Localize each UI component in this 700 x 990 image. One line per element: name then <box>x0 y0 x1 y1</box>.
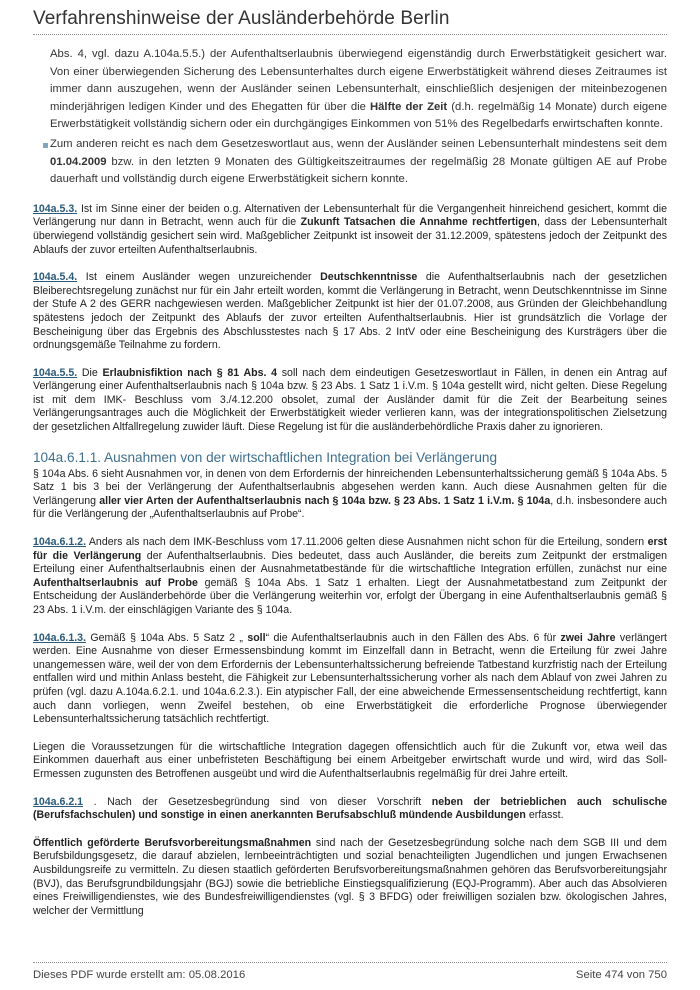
section-ref-link[interactable]: 104a.5.4. <box>33 271 78 284</box>
section-ref-link[interactable]: 104a.5.3. <box>33 202 78 215</box>
paragraph-berufsvorbereitung: Öffentlich geförderte Berufsvorbereitungsmaßnahmen sind nach der Gesetzesbegründung solche nach dem SGB III und dem Berufsbildungsgesetz, die darauf abzielen, lernbeeinträchtigten und sozial benachteiligten Jugendlichen und jungen Erwachsenen Ausbildungsreife zu vermitteln. Zu diesen staatlich geförderten Berufsvorbereitungsmaßnahmen gehören das Berufsvorbereitungsjahr (BVJ), das Berufsgrundbildungsjahr (BGJ) sowie die betriebliche Einstiegsqualifizierung (EQJ-Programm). Aber auch das Absolvieren eines Freiwilligendienstes, wie des Bundesfreiwilligendienstes (vgl. § 3 BFDG) oder freiwilligen sozialen bzw. ökologischen Jahres, welcher der Vermittlung <box>33 836 667 917</box>
bullet-item: Zum anderen reicht es nach dem Gesetzeswortlaut aus, wenn der Ausländer seinen Lebensunterhalt mindestens seit dem 01.04.2009 bzw. in den letzten 9 Monaten des Gültigkeitszeitraumes der regelmäßig 28 Monate gültigen AE auf Probe dauerhaft und vollständig durch eigene Erwerbstätigkeit sichern konnte. <box>50 136 667 189</box>
section-104a-5-3: 104a.5.3. Ist im Sinne einer der beiden o.g. Alternativen der Lebensunterhalt für die Vergangenheit hinreichend gesichert, kommt die Verlängerung nur dann in Betracht, wenn auch für die Zukunft Tatsachen die Annahme rechtfertigen, dass der Lebensunterhalt überwiegend vollständig gesichert sein wird. Maßgeblicher Zeitpunkt ist insoweit der 31.12.2009, spätestens jedoch der Zeitpunkt des Ablaufs der zuvor erteilten Aufenthaltserlaubnis. <box>33 202 667 256</box>
section-heading: 104a.6.1.1. Ausnahmen von der wirtschaftlichen Integration bei Verlängerung <box>33 449 498 465</box>
section-ref-link[interactable]: 104a.6.1.3. <box>33 631 87 644</box>
square-bullet-icon <box>43 143 48 148</box>
paragraph-6-1-1: § 104a Abs. 6 sieht Ausnahmen vor, in denen von dem Erfordernis der hinreichenden Lebensunterhaltssicherung gemäß § 104a Abs. 5 Satz 1 bis 3 bei der Verlängerung der Aufenthaltserlaubnis abgesehen werden kann. Auch diese Ausnahmen gelten für die Verlängerung aller vier Arten der Aufenthaltserlaubnis nach § 104a bzw. § 23 Abs. 1 Satz 1 i.V.m. § 104a, d.h. insbesondere auch für die Verlängerung der „Aufenthaltserlaubnis auf Probe“. <box>33 467 667 521</box>
section-ref-link[interactable]: 104a.6.2.1 <box>33 795 84 808</box>
page-header <box>33 8 667 35</box>
created-date: Dieses PDF wurde erstellt am: 05.08.2016 <box>33 969 246 981</box>
continuation-paragraph: Abs. 4, vgl. dazu A.104a.5.5.) der Aufenthaltserlaubnis überwiegend eigenständig durch Erwerbstätigkeit gesichert war. Von einer überwiegenden Sicherung des Lebensunterhaltes durch eigene Erwerbstätigkeit während dieses Zeitraumes ist immer dann auszugehen, wenn der Ausländer seinen Lebensunterhalt, einschließlich desjenigen der miteinbezogenen minderjährigen ledigen Kinder und des Ehegatten für über die Hälfte der Zeit (d.h. regelmäßig 14 Monate) durch eigene Erwerbstätigkeit vollständig sichern oder ein durchgängiges Einkommen von 51% des Regelbedarfs erwirtschaften konnte. <box>50 48 667 131</box>
section-104a-6-1-3: 104a.6.1.3. Gemäß § 104a Abs. 5 Satz 2 „ soll“ die Aufenthaltserlaubnis auch in den Fällen des Abs. 6 für zwei Jahre verlängert werden. Eine Ausnahme von dieser Ermessensbindung kommt im Einzelfall dann in Betracht, wenn die Erteilung für zwei Jahre unangemessen wäre, weil der von dem Erfordernis der Lebensunterhaltssicherung befreiende Tatbestand kurzfristig nach der Erteilung entfallen wird und mithin Anlass besteht, die Fähigkeit zur Lebensunterhaltssicherung vorher als nach dem Ablauf von zwei Jahren zu prüfen (vgl. dazu A.104a.6.2.1. und 104a.6.2.3.). Ein atypischer Fall, der eine abweichende Ermessensentscheidung rechtfertigt, kann auch dann vorliegen, wenn Zweifel bestehen, ob eine Erwerbstätigkeit die erforderliche Prognose überwiegender Lebensunterhaltssicherung tatsächlich rechtfertigt. <box>33 631 668 726</box>
paragraph-soll-ermessen: Liegen die Voraussetzungen für die wirtschaftliche Integration dagegen offensichtlich auch für die Zukunft vor, etwa weil das Einkommen dauerhaft aus einer unbefristeten Beschäftigung bei einem Arbeitgeber erwirtschaft wurde und wird, wird das Soll- Ermessen zugunsten des Betroffenen ausgeübt und wird die Aufenthaltserlaubnis regelmäßig für drei Jahre erteilt. <box>33 740 667 780</box>
page-title: Verfahrenshinweise der Ausländerbehörde Berlin <box>33 8 450 29</box>
section-ref-link[interactable]: 104a.6.1.2. <box>33 536 87 549</box>
section-104a-5-5: 104a.5.5. Die Erlaubnisfiktion nach § 81 Abs. 4 soll nach dem eindeutigen Gesetzeswortlaut in Fällen, in denen ein Antrag auf Verlängerung einer Aufenthaltserlaubnis nach § 104a bzw. § 23 Abs. 1 Satz 1 i.V.m. § 104a gestellt wird, nicht gelten. Diese Regelung ist mit dem IMK- Beschluss vom 3./4.12.200 obsolet, zumal der Ausländer damit für die Zeit der Bearbeitung seines Verlängerungsantrages auch die Möglichkeit der Erwerbstätigkeit wieder verlieren kann, was der integrationspolitischen Zielsetzung der gesetzlichen Altfallregelung zuwider läuft. Diese Regelung ist für die ausländerbehördliche Praxis daher zu ignorieren. <box>33 366 667 434</box>
page-footer <box>33 962 667 981</box>
section-104a-5-4: 104a.5.4. Ist einem Ausländer wegen unzureichender Deutschkenntnisse die Aufenthaltserlaubnis nach der gesetzlichen Bleiberechtsregelung zunächst nur für ein Jahr erteilt worden, kommt die Verlängerung in Betracht, wenn Deutschkenntnisse im Sinne der Stufe A 2 des GERR nachgewiesen werden. Maßgeblicher Zeitpunkt ist hier der 01.07.2008, aus Gründen der Gleichbehandlung spätestens jedoch der Zeitpunkt des Ablaufs der zuvor erteilten Aufenthaltserlaubnis. Hier ist grundsätzlich die Vorlage der Bescheinigung über das Ergebnis des Abschlusstestes nach § 17 Abs. 2 IntV oder eine Bescheinigung des Kursträgers über die ordnungsgemäße Teilnahme zu fordern. <box>33 271 667 352</box>
document-body <box>33 46 667 918</box>
page-number: Seite 474 von 750 <box>575 969 667 981</box>
section-104a-6-1-2: 104a.6.1.2. Anders als nach dem IMK-Beschluss vom 17.11.2006 gelten diese Ausnahmen nicht schon für die Erteilung, sondern erst für die Verlängerung der Aufenthaltserlaubnis. Dies bedeutet, dass auch Ausländer, die bereits zum Zeitpunkt der erstmaligen Erteilung einer Aufenthaltserlaubnis einen der Ausnahmetatbestände für die wirtschaftliche Integration erfüllen, zunächst nur eine Aufenthaltserlaubnis auf Probe gemäß § 104a Abs. 1 Satz 1 erhalten. Liegt der Ausnahmetatbestand zum Zeitpunkt der Entscheidung der Ausländerbehörde über die Verlängerung weiterhin vor, erfolgt der Übergang in eine Aufenthaltserlaubnis gemäß § 23 Abs. 1 i.V.m. der einschlägigen Variante des § 104a. <box>33 536 667 616</box>
section-104a-6-2-1: 104a.6.2.1 . Nach der Gesetzesbegründung sind von dieser Vorschrift neben der betrieblichen auch schulische (Berufsfachschulen) und sonstige in einen anerkannten Berufsabschluß mündende Ausbildungen erfasst. <box>33 795 667 822</box>
section-ref-link[interactable]: 104a.5.5. <box>33 366 78 379</box>
